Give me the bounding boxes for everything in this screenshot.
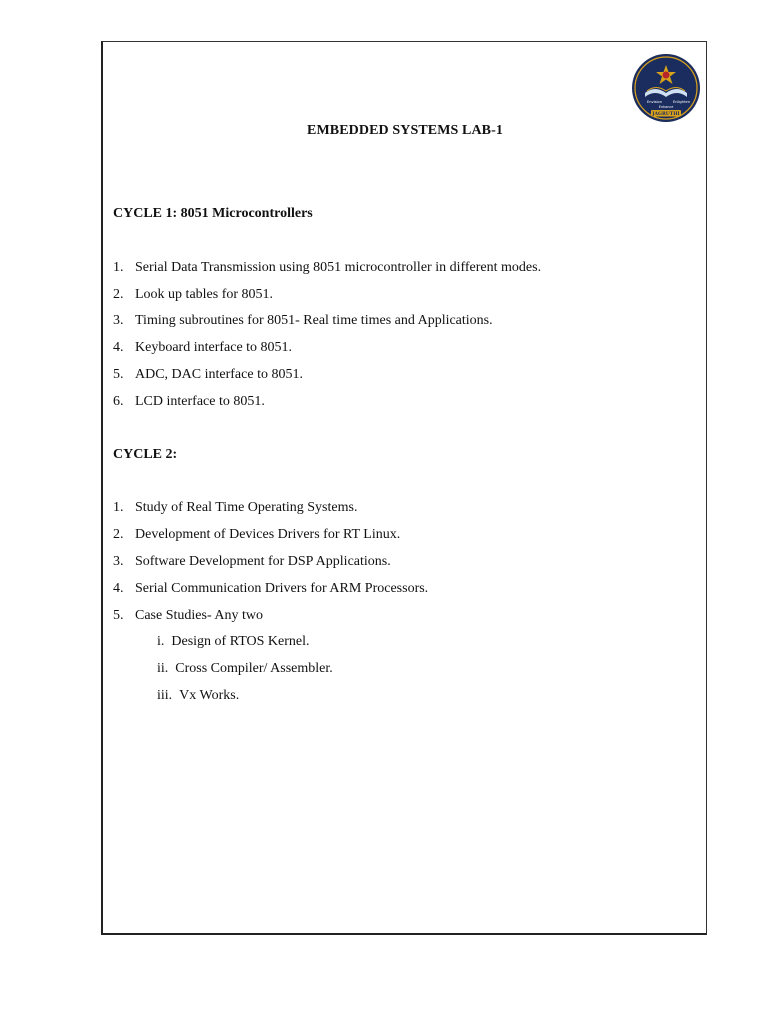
page-border bbox=[101, 41, 707, 935]
cycle-1-item bbox=[113, 394, 265, 410]
item-text: Software Development for DSP Applications. bbox=[135, 554, 391, 569]
cycle-1-item bbox=[113, 287, 273, 303]
cycle-2-item bbox=[113, 500, 357, 516]
cycle-1-item bbox=[113, 260, 541, 276]
cycle-1-item bbox=[113, 340, 292, 356]
logo-text-left: Envision bbox=[647, 100, 663, 104]
sub-item-text: Vx Works. bbox=[179, 688, 240, 703]
item-text: Serial Communication Drivers for ARM Processors. bbox=[135, 581, 429, 596]
item-text: ADC, DAC interface to 8051. bbox=[135, 367, 303, 382]
institution-logo-icon bbox=[631, 53, 701, 123]
logo-banner-text: JAGRUTHI bbox=[652, 112, 680, 118]
document-title: EMBEDDED SYSTEMS LAB-1 bbox=[307, 123, 503, 138]
item-number: 4. bbox=[113, 581, 124, 596]
item-number: 3. bbox=[113, 313, 124, 328]
item-text: Timing subroutines for 8051- Real time times and Applications. bbox=[135, 313, 493, 328]
case-study-item bbox=[157, 661, 333, 677]
cycle-2-item bbox=[113, 527, 400, 543]
item-text: Case Studies- Any two bbox=[135, 608, 263, 623]
item-number: 4. bbox=[113, 340, 124, 355]
item-number: 5. bbox=[113, 367, 124, 382]
logo-text-right: Enlighten bbox=[673, 100, 691, 104]
item-number: 2. bbox=[113, 287, 124, 302]
item-text: LCD interface to 8051. bbox=[135, 394, 265, 409]
cycle-2-item bbox=[113, 581, 428, 597]
cycle-1-heading: CYCLE 1: 8051 Microcontrollers bbox=[113, 206, 313, 221]
item-text: Keyboard interface to 8051. bbox=[135, 340, 293, 355]
cycle-2-heading: CYCLE 2: bbox=[113, 447, 178, 462]
sub-item-number: ii. bbox=[157, 661, 169, 676]
item-number: 2. bbox=[113, 527, 124, 542]
item-text: Serial Data Transmission using 8051 microcontroller in different modes. bbox=[135, 260, 542, 275]
item-number: 1. bbox=[113, 500, 124, 515]
item-text: Study of Real Time Operating Systems. bbox=[135, 500, 358, 515]
item-text: Development of Devices Drivers for RT Linux. bbox=[135, 527, 401, 542]
cycle-1-item bbox=[113, 367, 303, 383]
sub-item-number: i. bbox=[157, 634, 165, 649]
cycle-2-item bbox=[113, 608, 263, 624]
item-text: Look up tables for 8051. bbox=[135, 287, 274, 302]
cycle-1-item bbox=[113, 313, 493, 329]
cycle-2-item bbox=[113, 554, 391, 570]
item-number: 3. bbox=[113, 554, 124, 569]
sub-item-text: Design of RTOS Kernel. bbox=[171, 634, 310, 649]
item-number: 1. bbox=[113, 260, 124, 275]
case-study-item bbox=[157, 634, 310, 650]
sub-item-text: Cross Compiler/ Assembler. bbox=[175, 661, 333, 676]
logo-text-center: Enhance bbox=[658, 105, 674, 109]
case-study-item bbox=[157, 688, 239, 704]
item-number: 5. bbox=[113, 608, 124, 623]
item-number: 6. bbox=[113, 394, 124, 409]
sub-item-number: iii. bbox=[157, 688, 173, 703]
